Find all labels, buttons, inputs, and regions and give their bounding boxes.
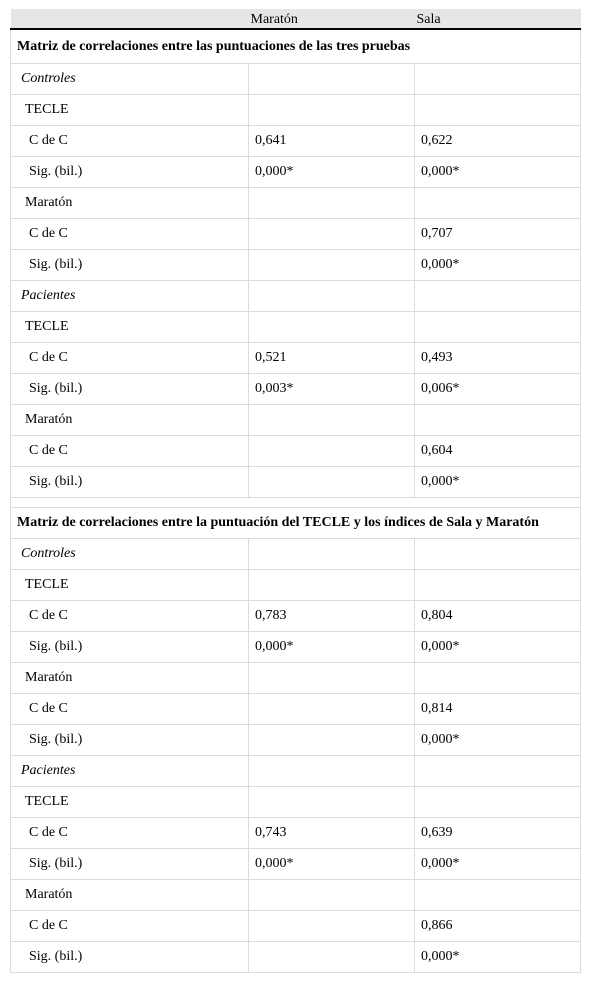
sala-value: 0,622 xyxy=(415,126,581,157)
stat-label: Sig. (bil.) xyxy=(11,849,249,880)
maraton-value: 0,783 xyxy=(249,601,415,632)
variable-label: TECLE xyxy=(11,95,249,126)
section-spacer xyxy=(11,498,581,508)
sala-value: 0,804 xyxy=(415,601,581,632)
empty-cell xyxy=(249,787,415,818)
stat-label: C de C xyxy=(11,436,249,467)
empty-cell xyxy=(249,539,415,570)
table-row xyxy=(11,849,581,880)
table-header xyxy=(11,9,581,29)
group-row xyxy=(11,756,581,787)
table-row xyxy=(11,157,581,188)
group-label: Controles xyxy=(11,539,249,570)
header-cell-sala: Sala xyxy=(415,9,581,29)
maraton-value xyxy=(249,219,415,250)
section-title-row xyxy=(11,29,581,64)
variable-label: TECLE xyxy=(11,312,249,343)
stat-label: C de C xyxy=(11,911,249,942)
table-row xyxy=(11,725,581,756)
sala-value: 0,000* xyxy=(415,632,581,663)
maraton-value xyxy=(249,911,415,942)
empty-cell xyxy=(415,281,581,312)
variable-row xyxy=(11,405,581,436)
empty-cell xyxy=(249,188,415,219)
empty-cell xyxy=(415,756,581,787)
table-row xyxy=(11,374,581,405)
maraton-value: 0,000* xyxy=(249,632,415,663)
variable-row xyxy=(11,95,581,126)
empty-cell xyxy=(415,95,581,126)
variable-row xyxy=(11,570,581,601)
table-row xyxy=(11,694,581,725)
header-row xyxy=(11,9,581,29)
empty-cell xyxy=(415,570,581,601)
sala-value: 0,000* xyxy=(415,250,581,281)
group-label: Pacientes xyxy=(11,281,249,312)
stat-label: C de C xyxy=(11,219,249,250)
maraton-value: 0,003* xyxy=(249,374,415,405)
maraton-value: 0,521 xyxy=(249,343,415,374)
stat-label: C de C xyxy=(11,126,249,157)
stat-label: Sig. (bil.) xyxy=(11,157,249,188)
table-row xyxy=(11,818,581,849)
maraton-value xyxy=(249,725,415,756)
sala-value: 0,814 xyxy=(415,694,581,725)
sala-value: 0,000* xyxy=(415,157,581,188)
table-row xyxy=(11,632,581,663)
section-title: Matriz de correlaciones entre las puntuaciones de las tres pruebas xyxy=(11,29,581,64)
stat-label: Sig. (bil.) xyxy=(11,942,249,973)
table-row xyxy=(11,250,581,281)
maraton-value: 0,743 xyxy=(249,818,415,849)
sala-value: 0,866 xyxy=(415,911,581,942)
empty-cell xyxy=(415,405,581,436)
empty-cell xyxy=(415,787,581,818)
variable-row xyxy=(11,188,581,219)
empty-cell xyxy=(249,663,415,694)
table-body xyxy=(11,29,581,973)
spacer-cell xyxy=(11,498,581,508)
table-row xyxy=(11,601,581,632)
variable-label: Maratón xyxy=(11,188,249,219)
variable-row xyxy=(11,663,581,694)
variable-label: Maratón xyxy=(11,405,249,436)
group-label: Controles xyxy=(11,64,249,95)
empty-cell xyxy=(415,64,581,95)
empty-cell xyxy=(415,880,581,911)
variable-label: Maratón xyxy=(11,663,249,694)
stat-label: C de C xyxy=(11,818,249,849)
header-cell-label xyxy=(11,9,249,29)
header-cell-maraton: Maratón xyxy=(249,9,415,29)
stat-label: Sig. (bil.) xyxy=(11,250,249,281)
empty-cell xyxy=(249,312,415,343)
stat-label: C de C xyxy=(11,694,249,725)
maraton-value xyxy=(249,436,415,467)
maraton-value xyxy=(249,250,415,281)
empty-cell xyxy=(415,312,581,343)
maraton-value xyxy=(249,694,415,725)
group-label: Pacientes xyxy=(11,756,249,787)
table-row xyxy=(11,219,581,250)
group-row xyxy=(11,281,581,312)
table-row xyxy=(11,436,581,467)
maraton-value: 0,000* xyxy=(249,157,415,188)
empty-cell xyxy=(249,880,415,911)
variable-label: Maratón xyxy=(11,880,249,911)
sala-value: 0,493 xyxy=(415,343,581,374)
group-row xyxy=(11,64,581,95)
empty-cell xyxy=(249,756,415,787)
table-row xyxy=(11,911,581,942)
section-title: Matriz de correlaciones entre la puntuación del TECLE y los índices de Sala y Maratón xyxy=(11,508,581,539)
variable-label: TECLE xyxy=(11,787,249,818)
stat-label: C de C xyxy=(11,343,249,374)
empty-cell xyxy=(249,405,415,436)
maraton-value: 0,000* xyxy=(249,849,415,880)
sala-value: 0,000* xyxy=(415,467,581,498)
variable-row xyxy=(11,312,581,343)
maraton-value: 0,641 xyxy=(249,126,415,157)
empty-cell xyxy=(249,95,415,126)
table-row xyxy=(11,467,581,498)
variable-label: TECLE xyxy=(11,570,249,601)
stat-label: Sig. (bil.) xyxy=(11,467,249,498)
empty-cell xyxy=(249,64,415,95)
empty-cell xyxy=(415,663,581,694)
sala-value: 0,639 xyxy=(415,818,581,849)
empty-cell xyxy=(249,570,415,601)
sala-value: 0,000* xyxy=(415,849,581,880)
table-row xyxy=(11,343,581,374)
stat-label: Sig. (bil.) xyxy=(11,725,249,756)
variable-row xyxy=(11,880,581,911)
table-row xyxy=(11,942,581,973)
sala-value: 0,000* xyxy=(415,725,581,756)
table-row xyxy=(11,126,581,157)
variable-row xyxy=(11,787,581,818)
stat-label: Sig. (bil.) xyxy=(11,632,249,663)
maraton-value xyxy=(249,467,415,498)
sala-value: 0,006* xyxy=(415,374,581,405)
empty-cell xyxy=(415,188,581,219)
stat-label: Sig. (bil.) xyxy=(11,374,249,405)
section-title-row xyxy=(11,508,581,539)
sala-value: 0,604 xyxy=(415,436,581,467)
correlation-table xyxy=(10,9,581,973)
group-row xyxy=(11,539,581,570)
sala-value: 0,707 xyxy=(415,219,581,250)
empty-cell xyxy=(249,281,415,312)
stat-label: C de C xyxy=(11,601,249,632)
empty-cell xyxy=(415,539,581,570)
maraton-value xyxy=(249,942,415,973)
sala-value: 0,000* xyxy=(415,942,581,973)
